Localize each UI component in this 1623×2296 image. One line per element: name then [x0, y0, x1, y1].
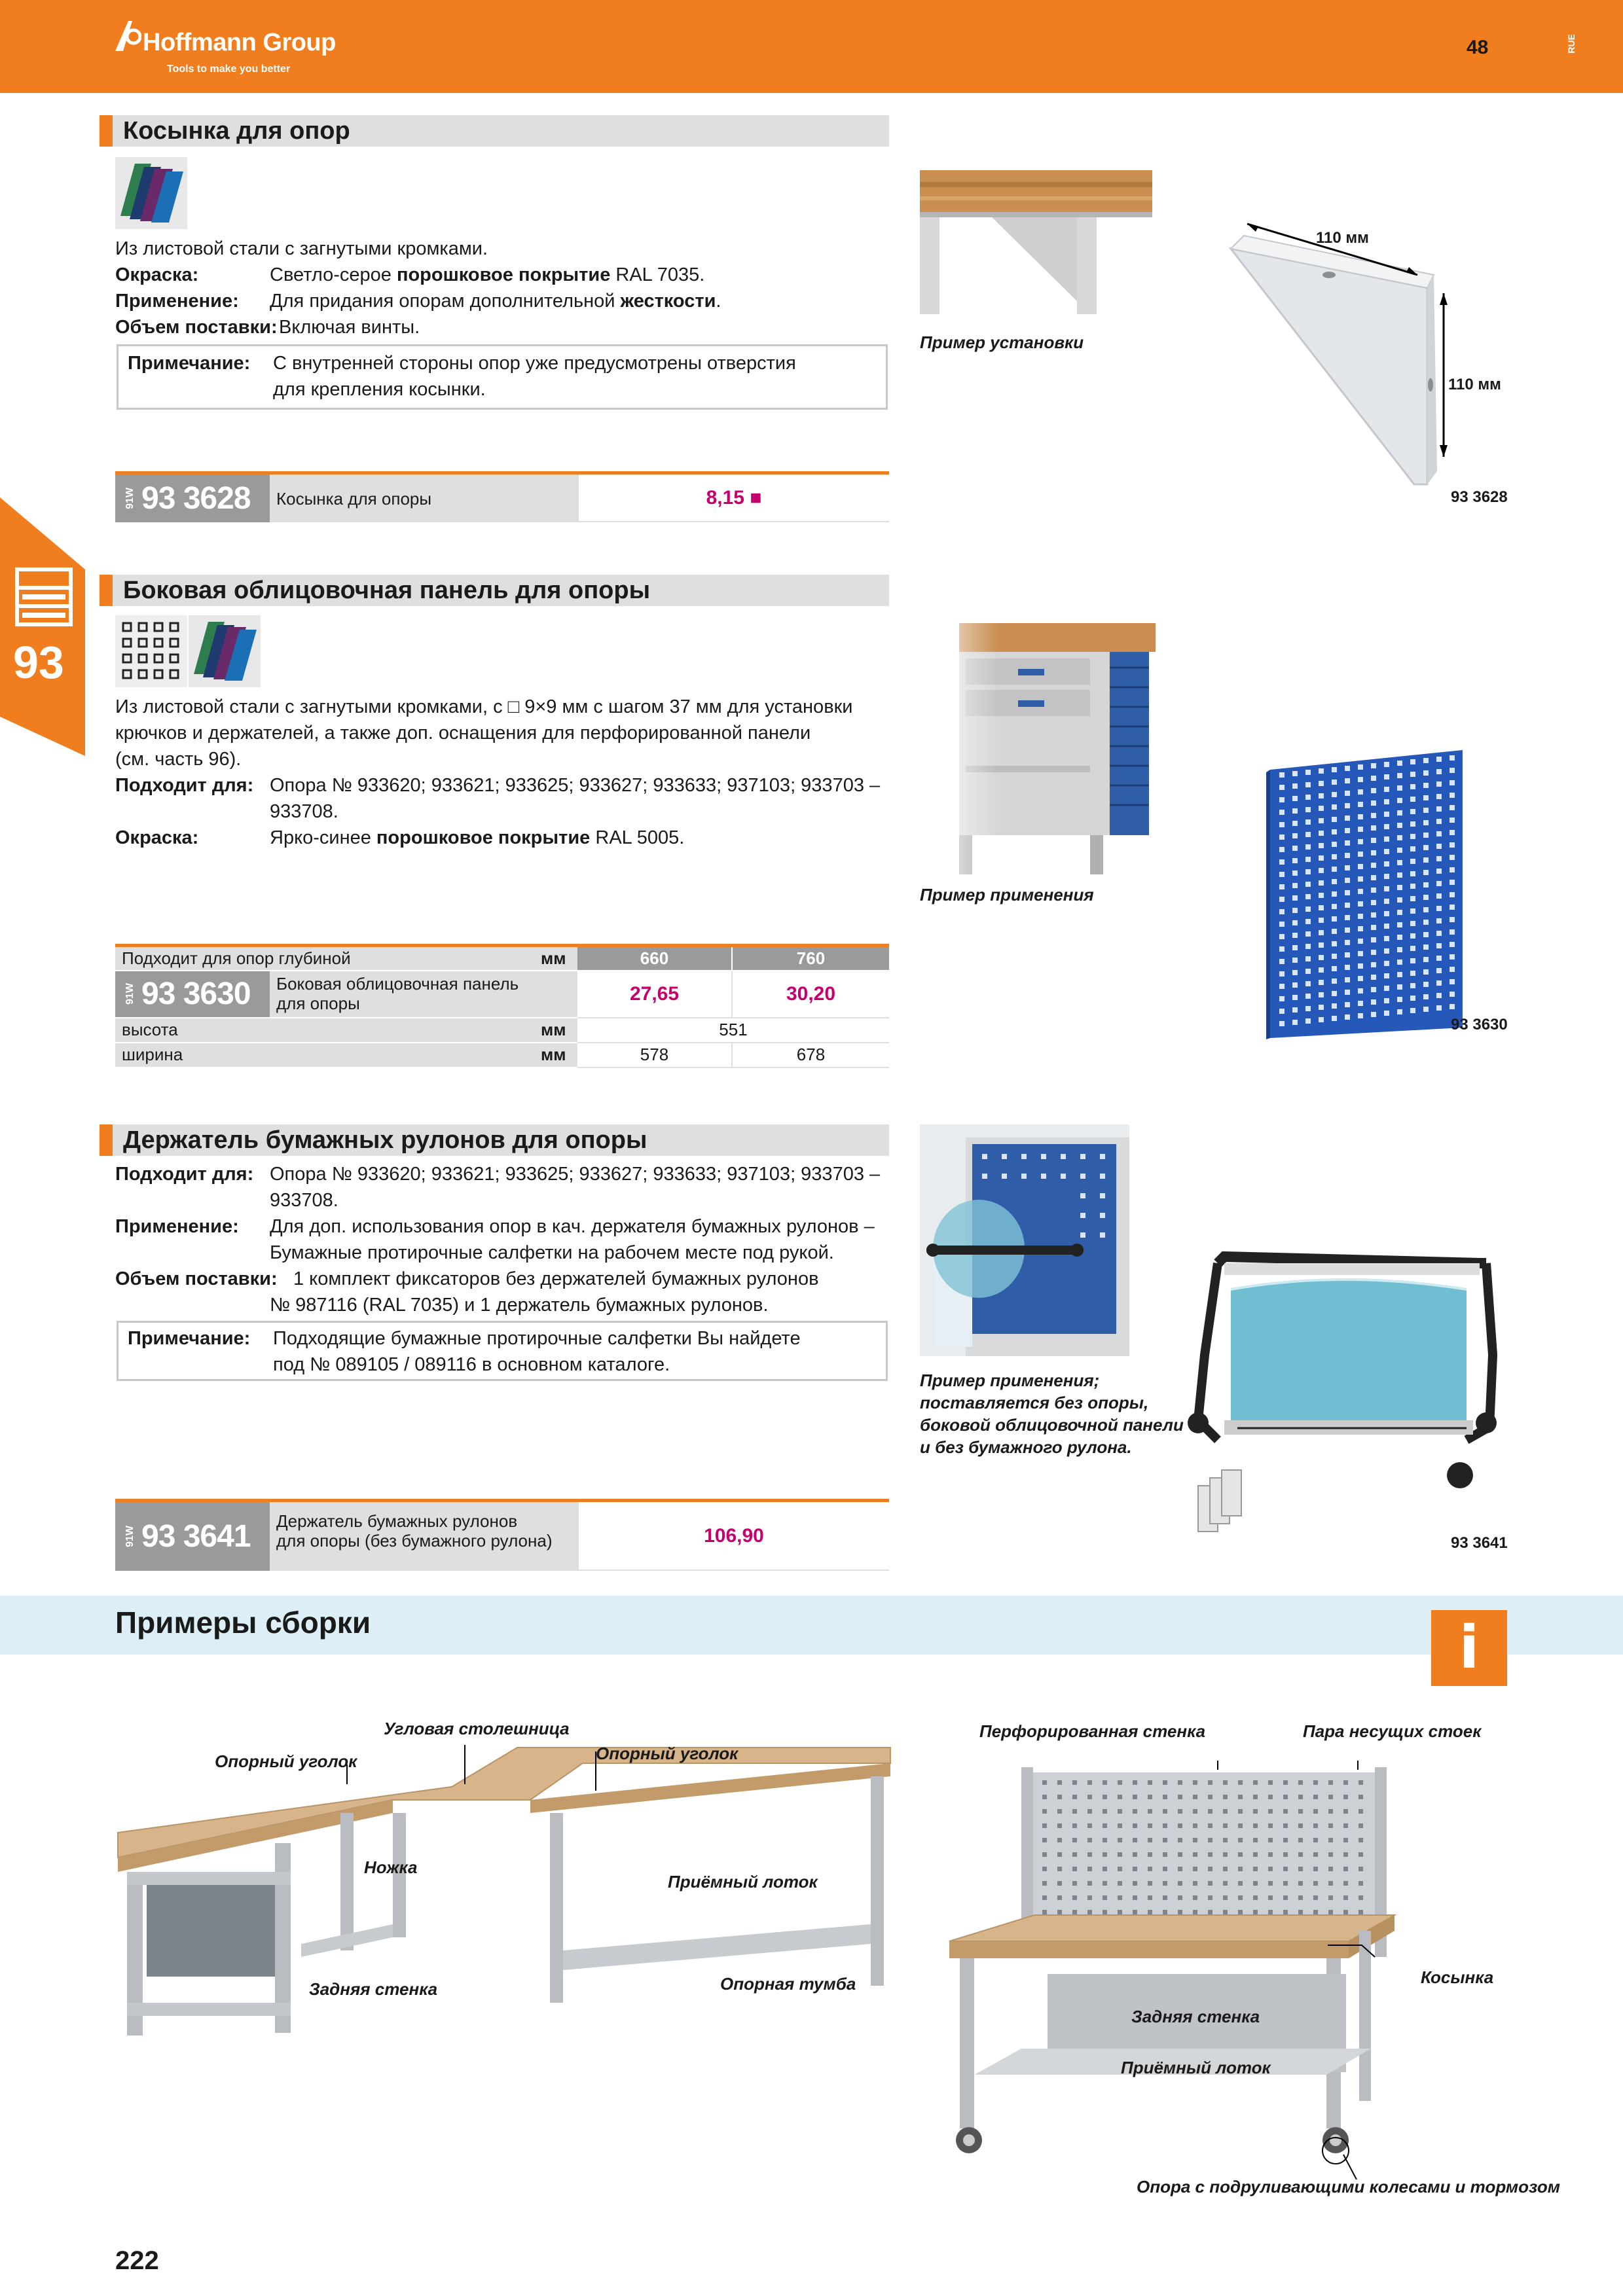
- roll-holder-note: [117, 1321, 888, 1381]
- chapter-number: 93: [13, 637, 64, 688]
- product-price: 8,15 ■: [579, 475, 889, 522]
- color-swatch-icon: [115, 157, 187, 229]
- note-label: Примечание:: [128, 353, 251, 374]
- note-text: [273, 350, 796, 403]
- spec-text: .: [716, 291, 721, 312]
- label-support-right: Опорный уголок: [596, 1744, 739, 1763]
- spec-row-scope: [115, 314, 888, 340]
- workbench-with-panel-illustration: [943, 1761, 1401, 2179]
- product-name-line: Боковая облицовочная панель: [276, 973, 519, 994]
- spec-text-bold: порошковое покрытие: [396, 264, 611, 285]
- note-line: для крепления косынки.: [273, 379, 486, 400]
- caption-line: боковой облицовочной панели: [920, 1415, 1184, 1435]
- depth-760: 760: [732, 946, 889, 971]
- spec-label: Применение:: [115, 1216, 239, 1237]
- product-name-line: для опоры (без бумажного рулона): [276, 1531, 553, 1551]
- assembly-title: Примеры сборки: [115, 1605, 371, 1640]
- spec-label: Подходит для:: [115, 775, 254, 796]
- product-name-line: для опоры: [276, 993, 360, 1013]
- width-label: ширина: [115, 1043, 534, 1067]
- gusset-note: [117, 344, 888, 410]
- page-footer: [0, 2244, 1623, 2296]
- gusset-intro: Из листовой стали с загнутыми кромками.: [115, 238, 488, 259]
- unit-label: мм: [534, 946, 577, 971]
- article-prefix: 91W: [124, 488, 136, 509]
- spec-line: 933708.: [270, 1190, 338, 1211]
- description-line: крючков и держателей, а также доп. оснащения для перфорированной панели: [115, 723, 811, 744]
- gusset-installation-image: [920, 170, 1152, 321]
- height-label: высота: [115, 1018, 534, 1043]
- label-tray-right: Приёмный лоток: [1121, 2058, 1271, 2077]
- side-panel-image-ref: 93 3630: [1451, 1016, 1508, 1033]
- caption-line: Пример применения;: [920, 1371, 1100, 1390]
- section-title-gusset: Косынка для опор: [100, 115, 889, 147]
- article-number-cell: [115, 1502, 270, 1571]
- note-line: Подходящие бумажные протирочные салфетки Вы найдете: [273, 1328, 801, 1349]
- description-line: Из листовой стали с загнутыми кромками, с □ 9×9 мм с шагом 37 мм для установки: [115, 696, 853, 717]
- spec-line: 1 комплект фиксаторов без держателей бумажных рулонов: [293, 1268, 819, 1289]
- article-prefix: 91W: [124, 983, 136, 1005]
- label-tray: Приёмный лоток: [668, 1872, 818, 1892]
- page-number: 222: [115, 2246, 159, 2275]
- note-label: Примечание:: [128, 1328, 251, 1349]
- spec-line: 933708.: [270, 801, 338, 822]
- spec-row-use: [115, 1213, 888, 1266]
- product-name: [270, 971, 577, 1017]
- roll-holder-specs: [115, 1161, 888, 1318]
- caption-line: и без бумажного рулона.: [920, 1437, 1132, 1457]
- article-number-cell: [115, 971, 270, 1017]
- product-price: 106,90: [579, 1502, 889, 1571]
- spec-line: Опора № 933620; 933621; 933625; 933627; 933633; 937103; 933703 –: [270, 775, 881, 796]
- section-title-side-panel: Боковая облицовочная панель для опоры: [100, 575, 889, 606]
- gusset-image-ref: 93 3628: [1451, 488, 1508, 506]
- gusset-specs: [115, 262, 888, 340]
- brand-name: Hoffmann Group: [143, 29, 336, 56]
- spec-label: Применение:: [115, 291, 239, 312]
- spec-value: [270, 262, 704, 288]
- spec-line: Для доп. использования опор в кач. держателя бумажных рулонов –: [270, 1216, 875, 1237]
- spec-line: Бумажные протирочные салфетки на рабочем месте под рукой.: [270, 1242, 834, 1263]
- gusset-install-caption: Пример установки: [920, 332, 1084, 352]
- product-name: Косынка для опоры: [270, 475, 579, 522]
- section-title-roll-holder: Держатель бумажных рулонов для опоры: [100, 1124, 889, 1156]
- width-660: 578: [577, 1043, 732, 1067]
- spec-row-paint: [115, 825, 888, 851]
- label-gusset: Косынка: [1421, 1967, 1494, 1987]
- color-swatch-icon: [189, 615, 261, 687]
- label-base: Опорная тумба: [720, 1974, 856, 1994]
- spec-label: Объем поставки:: [115, 1268, 278, 1289]
- left-callout-lines: [340, 1738, 615, 2000]
- gusset-width-label: 110 мм: [1316, 229, 1369, 247]
- language-code: RUE: [1566, 34, 1577, 54]
- spec-text-bold: жесткости: [620, 291, 716, 312]
- spec-text: Для придания опорам дополнительной: [270, 291, 621, 312]
- unit-label: мм: [534, 1018, 577, 1043]
- spec-text-bold: порошковое покрытие: [376, 827, 591, 848]
- height-value: 551: [577, 1018, 889, 1043]
- label-back-wall-right: Задняя стенка: [1131, 2007, 1260, 2026]
- spec-row-use: [115, 288, 888, 314]
- product-row-933641: [115, 1499, 889, 1571]
- spec-row-scope: [115, 1266, 888, 1292]
- product-name-line: Держатель бумажных рулонов: [276, 1511, 518, 1531]
- gusset-product-image: [1218, 209, 1480, 491]
- gusset-height-label: 110 мм: [1448, 376, 1501, 393]
- spec-label: Объем поставки:: [115, 317, 278, 338]
- hoffmann-logo-icon: [115, 20, 141, 52]
- label-uprights: Пара несущих стоек: [1303, 1721, 1482, 1741]
- depth-660: 660: [577, 946, 732, 971]
- chapter-tab: [0, 497, 85, 756]
- depth-label: Подходит для опор глубиной: [115, 946, 534, 971]
- spec-label: Окраска:: [115, 827, 199, 848]
- info-icon: i: [1431, 1610, 1507, 1686]
- product-name: [270, 1502, 579, 1571]
- article-prefix: 91W: [124, 1526, 136, 1547]
- note-line: С внутренней стороны опор уже предусмотрены отверстия: [273, 353, 796, 374]
- table-row-width: [115, 1043, 889, 1067]
- description-line: (см. часть 96).: [115, 749, 242, 770]
- table-row-article: [115, 971, 889, 1018]
- spec-value: [270, 1213, 875, 1266]
- article-number: 93 3641: [141, 1519, 251, 1554]
- spec-value: [270, 772, 880, 825]
- spec-label: Окраска:: [115, 264, 199, 285]
- spec-text: Светло-серое: [270, 264, 397, 285]
- roll-holder-caption: [920, 1369, 1184, 1458]
- side-panel-caption: Пример применения: [920, 885, 1094, 905]
- spec-text: RAL 7035.: [610, 264, 705, 285]
- article-number-cell: [115, 475, 270, 522]
- note-line: под № 089105 / 089116 в основном каталоге.: [273, 1354, 670, 1375]
- width-760: 678: [732, 1043, 889, 1067]
- spec-text: RAL 5005.: [590, 827, 685, 848]
- label-perforated-wall: Перфорированная стенка: [979, 1721, 1206, 1741]
- product-row-933628: [115, 471, 889, 522]
- spec-label: Подходит для:: [115, 1164, 254, 1185]
- article-number: 93 3630: [141, 977, 251, 1011]
- roll-holder-product-image: [1178, 1224, 1506, 1564]
- spec-value: Включая винты.: [279, 317, 420, 338]
- spec-value: [270, 1161, 880, 1213]
- brand-tagline: Tools to make you better: [167, 63, 291, 75]
- side-panel-description: [115, 694, 888, 851]
- roll-holder-application-image: [920, 1124, 1129, 1356]
- side-panel-product-image: [1266, 746, 1469, 1041]
- unit-label: мм: [534, 1043, 577, 1067]
- label-castors: Опора с подруливающими колесами и тормозом: [1137, 2177, 1561, 2197]
- table-row-height: [115, 1018, 889, 1043]
- price-760: 30,20: [732, 971, 889, 1018]
- label-support-left: Опорный уголок: [215, 1751, 357, 1771]
- spec-value: [270, 825, 684, 851]
- roll-holder-image-ref: 93 3641: [1451, 1534, 1508, 1552]
- note-text: [273, 1325, 801, 1378]
- article-cell: [115, 971, 577, 1018]
- spec-value: [270, 288, 721, 314]
- catalog-page-number: 48: [1467, 37, 1489, 58]
- price-660: 27,65: [577, 971, 732, 1018]
- label-back-wall: Задняя стенка: [309, 1979, 438, 1999]
- side-panel-table: [115, 944, 889, 1068]
- spec-line: Опора № 933620; 933621; 933625; 933627; 933633; 937103; 933703 –: [270, 1164, 881, 1185]
- spec-row-paint: [115, 262, 888, 288]
- label-corner-top: Угловая столешница: [384, 1719, 570, 1738]
- article-number: 93 3628: [141, 481, 251, 516]
- label-leg: Ножка: [364, 1857, 418, 1877]
- spec-text: Ярко-синее: [270, 827, 376, 848]
- spec-row-fits: [115, 1161, 888, 1213]
- table-row-depth: [115, 946, 889, 971]
- spec-line: № 987116 (RAL 7035) и 1 держатель бумажных рулонов.: [270, 1295, 769, 1316]
- spec-row-fits: [115, 772, 888, 825]
- perforation-pattern-icon: [115, 615, 187, 687]
- caption-line: поставляется без опоры,: [920, 1393, 1149, 1412]
- side-panel-application-image: [920, 615, 1156, 877]
